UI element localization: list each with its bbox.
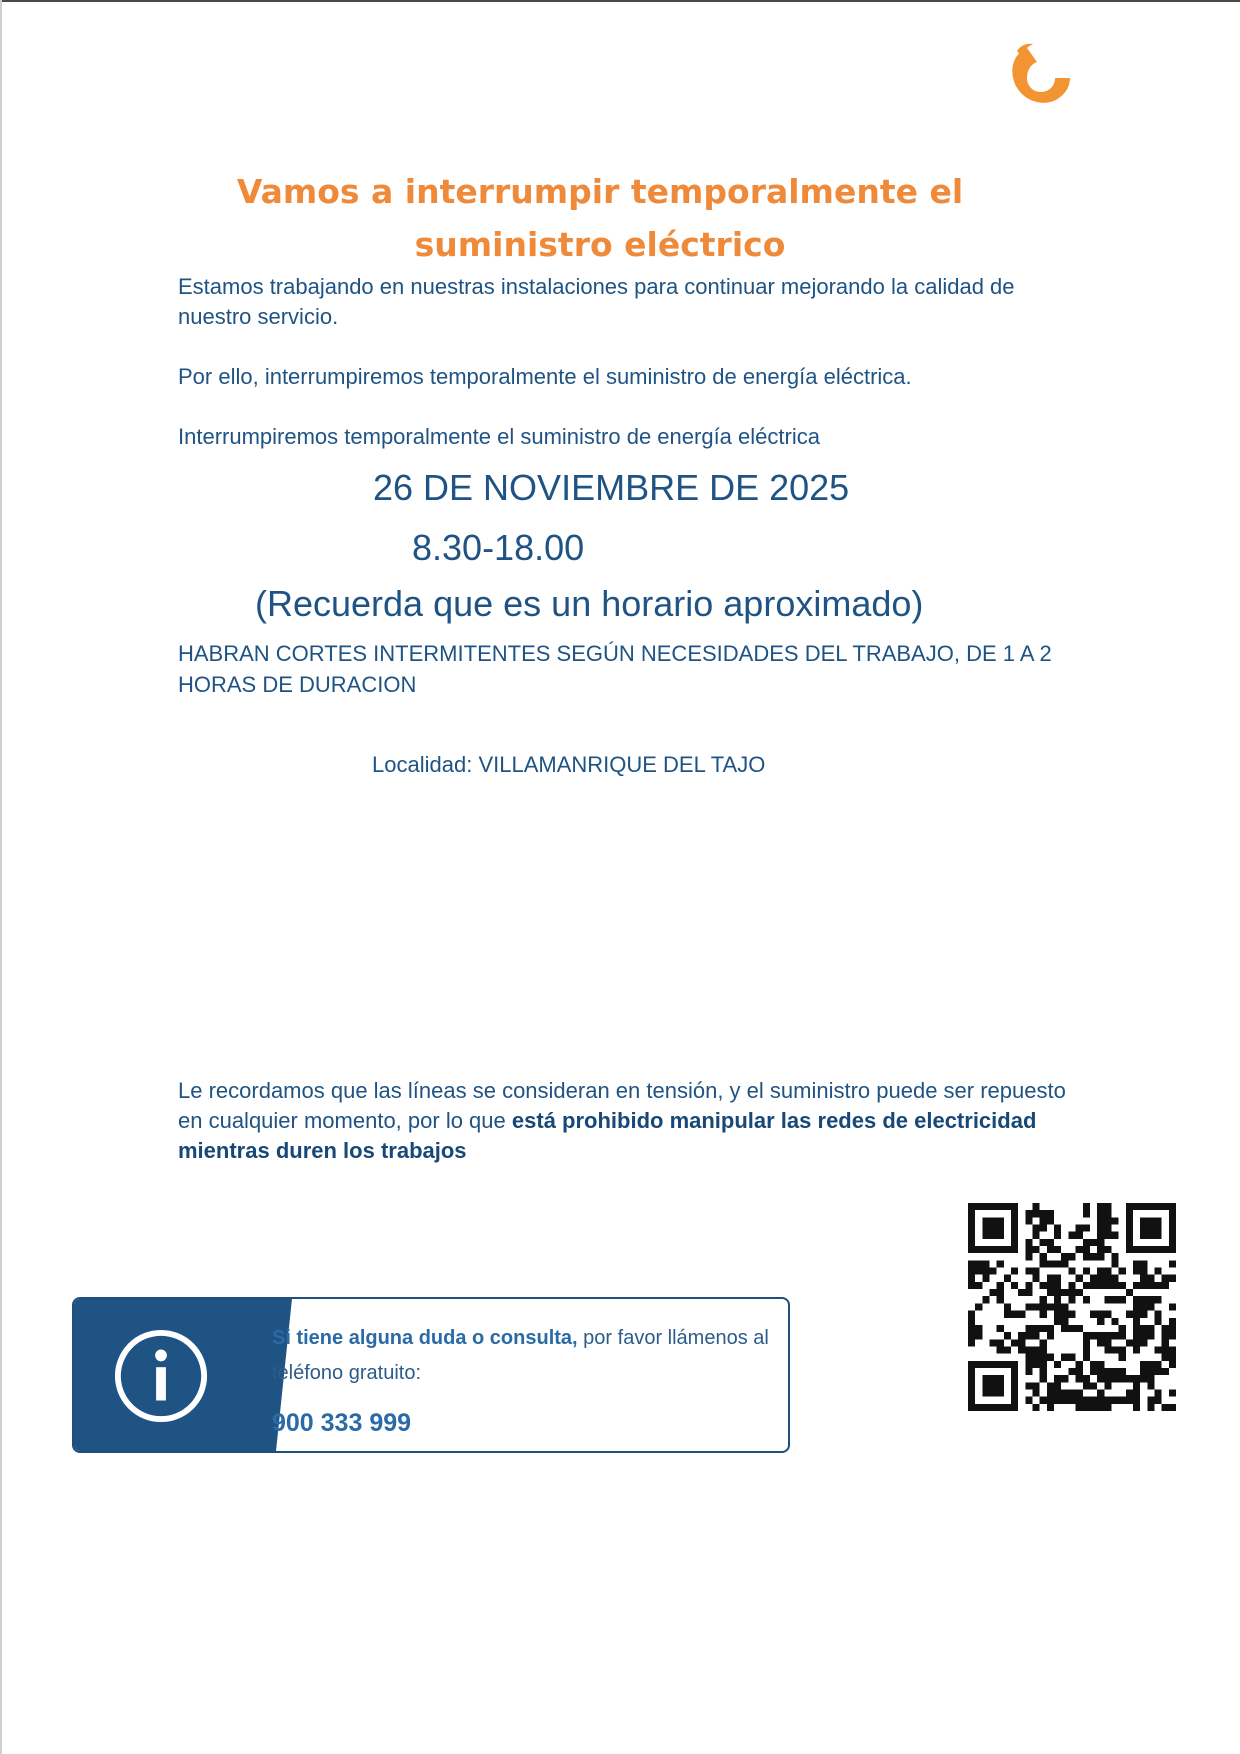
locality-value: VILLAMANRIQUE DEL TAJO xyxy=(478,752,766,777)
warning-bold: está prohibido manipular las redes de electricidad mientras duren los trabajos xyxy=(178,1108,1037,1163)
page-left-edge xyxy=(0,0,2,1754)
contact-text xyxy=(272,1321,772,1391)
locality-label: Localidad: xyxy=(372,752,473,777)
company-logo-icon xyxy=(1003,42,1073,112)
notice-title: Vamos a interrumpir temporalmente el suministro eléctrico xyxy=(236,172,964,264)
lead-paragraph: Interrumpiremos temporalmente el suministro de energía eléctrica xyxy=(178,424,820,449)
intermittent-cuts-note: HABRAN CORTES INTERMITENTES SEGÚN NECESIDADES DEL TRABAJO, DE 1 A 2 HORAS DE DURACION xyxy=(178,641,1052,697)
intro-paragraph: Estamos trabajando en nuestras instalaciones para continuar mejorando la calidad de nuestro servicio. xyxy=(178,274,1015,329)
safety-warning xyxy=(178,1076,1078,1166)
contact-lead: por favor llámenos al teléfono gratuito: xyxy=(272,1327,769,1384)
time-reminder: (Recuerda que es un horario aproximado) xyxy=(255,583,924,624)
qr-code[interactable] xyxy=(968,1203,1176,1411)
warning-text: Le recordamos que las líneas se consideran en tensión, y el suministro puede ser repuesto en cualquier momento, por lo que xyxy=(178,1078,1066,1133)
contact-box xyxy=(72,1297,790,1453)
contact-phone[interactable]: 900 333 999 xyxy=(272,1409,412,1437)
outage-date: 26 DE NOVIEMBRE DE 2025 xyxy=(373,467,850,508)
reason-paragraph: Por ello, interrumpiremos temporalmente el suministro de energía eléctrica. xyxy=(178,364,912,389)
outage-time: 8.30-18.00 xyxy=(412,527,585,568)
contact-lead-bold: Si tiene alguna duda o consulta, xyxy=(272,1327,578,1349)
locality-line xyxy=(372,750,765,780)
page-top-edge xyxy=(0,0,1240,2)
info-icon xyxy=(112,1327,210,1425)
